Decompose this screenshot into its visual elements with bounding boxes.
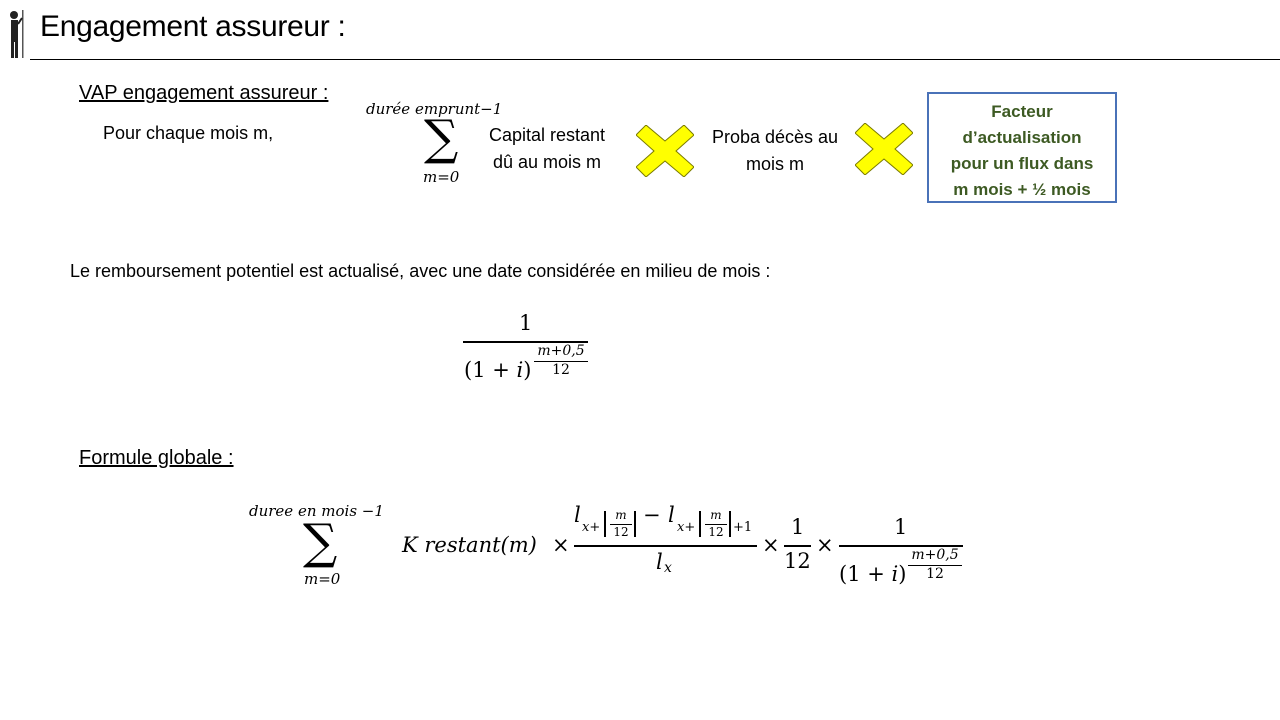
k-restant-term: K restant(m) xyxy=(402,533,537,557)
box-line3: pour un flux dans xyxy=(950,154,1094,173)
box-line2: d’actualisation xyxy=(962,128,1082,147)
discount-factor-box xyxy=(927,92,1117,203)
box-line1: Facteur xyxy=(991,102,1053,121)
times-3: × xyxy=(816,533,834,557)
logo-icon xyxy=(6,8,28,60)
multiply-cross-icon xyxy=(636,125,694,177)
vap-heading: VAP engagement assureur : xyxy=(79,82,329,104)
sub2-12: 12 xyxy=(708,525,724,539)
capital-term-line1: Capital restant xyxy=(488,125,606,145)
denominator-l: l xyxy=(656,550,663,574)
fraction1-denominator xyxy=(464,358,531,382)
survival-numerator xyxy=(574,503,581,527)
fraction1-close: ) xyxy=(523,358,532,382)
intro-text: Pour chaque mois m, xyxy=(103,123,274,143)
survival-fraction-bar xyxy=(574,545,757,547)
floor1-right xyxy=(634,511,636,537)
fraction1-numerator: 1 xyxy=(519,311,533,335)
fraction1-var: i xyxy=(516,358,524,382)
frac2-bar xyxy=(784,545,811,547)
global-sum-upper: duree en mois −1 xyxy=(249,502,384,520)
death-probability-term xyxy=(702,124,848,178)
capital-term xyxy=(478,122,616,176)
box-line4: m mois + ½ mois xyxy=(953,180,1091,199)
sub1-prefix: x+ xyxy=(582,520,601,535)
page-title: Engagement assureur : xyxy=(40,10,346,43)
floor1-left xyxy=(604,511,606,537)
discount-explanation: Le remboursement potentiel est actualisé, avec une date considérée en milieu de mois : xyxy=(70,261,771,281)
floor2-left xyxy=(699,511,701,537)
sub1-12: 12 xyxy=(613,525,629,539)
minus-sign: − xyxy=(643,503,661,527)
frac2-denominator: 12 xyxy=(784,549,811,573)
title-divider xyxy=(30,59,1280,60)
fraction1-exp-num: m+0,5 xyxy=(537,343,585,359)
fraction1-exp-den: 12 xyxy=(552,362,570,378)
l-symbol-1: l xyxy=(574,503,581,527)
sum-lower-limit: m=0 xyxy=(423,168,460,186)
frac3-numerator: 1 xyxy=(894,515,908,539)
frac3-base: (1 + xyxy=(839,562,892,586)
times-2: × xyxy=(762,533,780,557)
l-symbol-2: l xyxy=(668,503,675,527)
sum-upper-limit: durée emprunt−1 xyxy=(366,100,503,118)
global-formula-heading: Formule globale : xyxy=(79,447,234,469)
sum-symbol: ∑ xyxy=(424,110,459,166)
death-term-line1: Proba décès au xyxy=(711,127,839,147)
multiply-cross-icon-2 xyxy=(855,123,913,175)
sub2-prefix: x+ xyxy=(677,520,696,535)
sub1-m: m xyxy=(615,508,627,522)
global-sum-symbol: ∑ xyxy=(303,514,338,570)
floor2-right xyxy=(729,511,731,537)
frac3-var: i xyxy=(891,562,899,586)
global-sum-lower: m=0 xyxy=(304,570,341,588)
sub2-m: m xyxy=(710,508,722,522)
sub2-suffix: +1 xyxy=(733,520,753,535)
frac3-exp-den: 12 xyxy=(926,566,944,582)
frac3-close: ) xyxy=(898,562,907,586)
frac3-exp-num: m+0,5 xyxy=(911,547,959,563)
times-1: × xyxy=(552,533,570,557)
death-term-line2: mois m xyxy=(746,154,804,174)
denominator-sub-x: x xyxy=(664,560,672,576)
frac3-denominator xyxy=(839,562,906,586)
capital-term-line2: dû au mois m xyxy=(492,152,602,172)
fraction1-base: (1 + xyxy=(464,358,517,382)
frac2-numerator: 1 xyxy=(791,515,805,539)
